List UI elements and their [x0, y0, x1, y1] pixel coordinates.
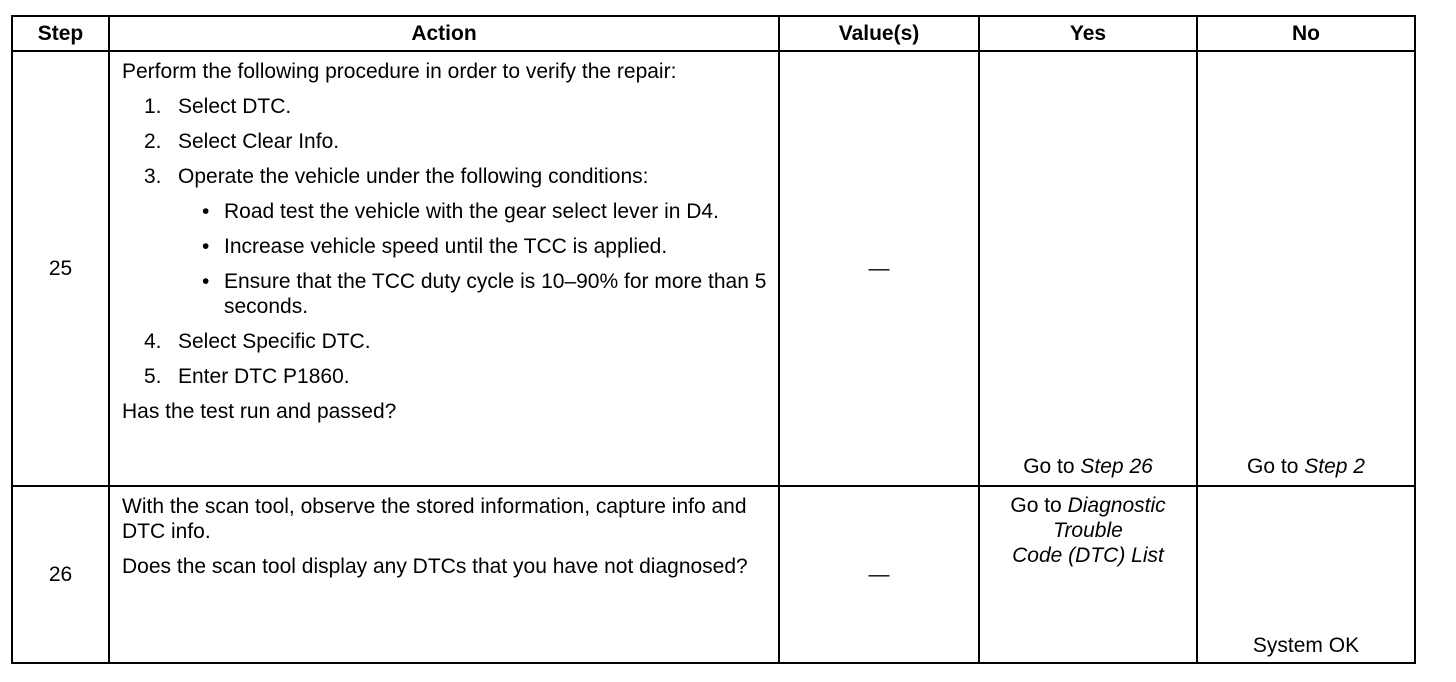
- value-dash: —: [868, 257, 890, 280]
- procedure-step: [122, 129, 770, 154]
- action-question: Does the scan tool display any DTCs that you have not diagnosed?: [122, 555, 748, 578]
- condition-bullet: [122, 199, 770, 224]
- procedure-step-number: 1.: [144, 95, 162, 118]
- condition-text: Increase vehicle speed until the TCC is applied.: [224, 235, 668, 258]
- condition-text: Ensure that the TCC duty cycle is 10–90% for more than 5 seconds.: [224, 270, 767, 318]
- goto-prefix: Go to: [1010, 494, 1062, 517]
- goto-dtc-list-link[interactable]: Trouble: [1053, 519, 1123, 542]
- bullet-icon: •: [202, 200, 210, 223]
- goto-prefix: Go to: [1247, 455, 1299, 478]
- goto-step-link[interactable]: Step 26: [1080, 455, 1153, 478]
- procedure-step-text: Select DTC.: [178, 95, 292, 118]
- system-ok-text: System OK: [1252, 634, 1360, 657]
- condition-text: Road test the vehicle with the gear select lever in D4.: [224, 200, 719, 223]
- step-number: 26: [12, 486, 109, 663]
- procedure-step-number: 2.: [144, 130, 162, 153]
- condition-bullet: [122, 234, 770, 259]
- procedure-step-number: 5.: [144, 365, 162, 388]
- yes-goto[interactable]: [980, 454, 1196, 479]
- action-cell: [109, 486, 779, 663]
- table-row-step-25: [12, 51, 1415, 486]
- procedure-step: [122, 364, 770, 389]
- procedure-step-text: Select Specific DTC.: [178, 330, 371, 353]
- goto-dtc-list-link[interactable]: Code (DTC) List: [1012, 544, 1164, 567]
- yes-cell: [979, 486, 1197, 663]
- no-cell: [1197, 51, 1415, 486]
- procedure-step-text: Enter DTC P1860.: [178, 365, 350, 388]
- goto-dtc-list-link[interactable]: Diagnostic: [1067, 494, 1166, 517]
- diagnostic-table: [11, 15, 1416, 664]
- yes-cell: [979, 51, 1197, 486]
- action-cell: [109, 51, 779, 486]
- value-cell: [779, 486, 979, 663]
- procedure-step-number: 3.: [144, 165, 162, 188]
- procedure-step-number: 4.: [144, 330, 162, 353]
- action-paragraph: With the scan tool, observe the stored information, capture info and DTC info.: [122, 495, 747, 543]
- table-row-step-26: [12, 486, 1415, 663]
- procedure-step: [122, 164, 770, 189]
- header-row: [12, 16, 1415, 51]
- procedure-step: [122, 94, 770, 119]
- value-cell: [779, 51, 979, 486]
- condition-bullet: [122, 269, 770, 319]
- header-values: Value(s): [779, 16, 979, 51]
- goto-prefix: Go to: [1023, 455, 1075, 478]
- header-action: Action: [109, 16, 779, 51]
- procedure-step-text: Select Clear Info.: [178, 130, 340, 153]
- header-no: No: [1197, 16, 1415, 51]
- action-question: Has the test run and passed?: [122, 400, 397, 423]
- no-goto[interactable]: [1198, 454, 1414, 479]
- goto-step-link[interactable]: Step 2: [1304, 455, 1365, 478]
- bullet-icon: •: [202, 235, 210, 258]
- header-step: Step: [12, 16, 109, 51]
- header-yes: Yes: [979, 16, 1197, 51]
- value-dash: —: [868, 563, 890, 586]
- yes-goto[interactable]: [980, 493, 1196, 568]
- procedure-step: [122, 329, 770, 354]
- action-intro: Perform the following procedure in order to verify the repair:: [122, 60, 677, 83]
- bullet-icon: •: [202, 270, 210, 293]
- step-number: 25: [12, 51, 109, 486]
- no-cell: [1197, 486, 1415, 663]
- procedure-step-text: Operate the vehicle under the following conditions:: [178, 165, 649, 188]
